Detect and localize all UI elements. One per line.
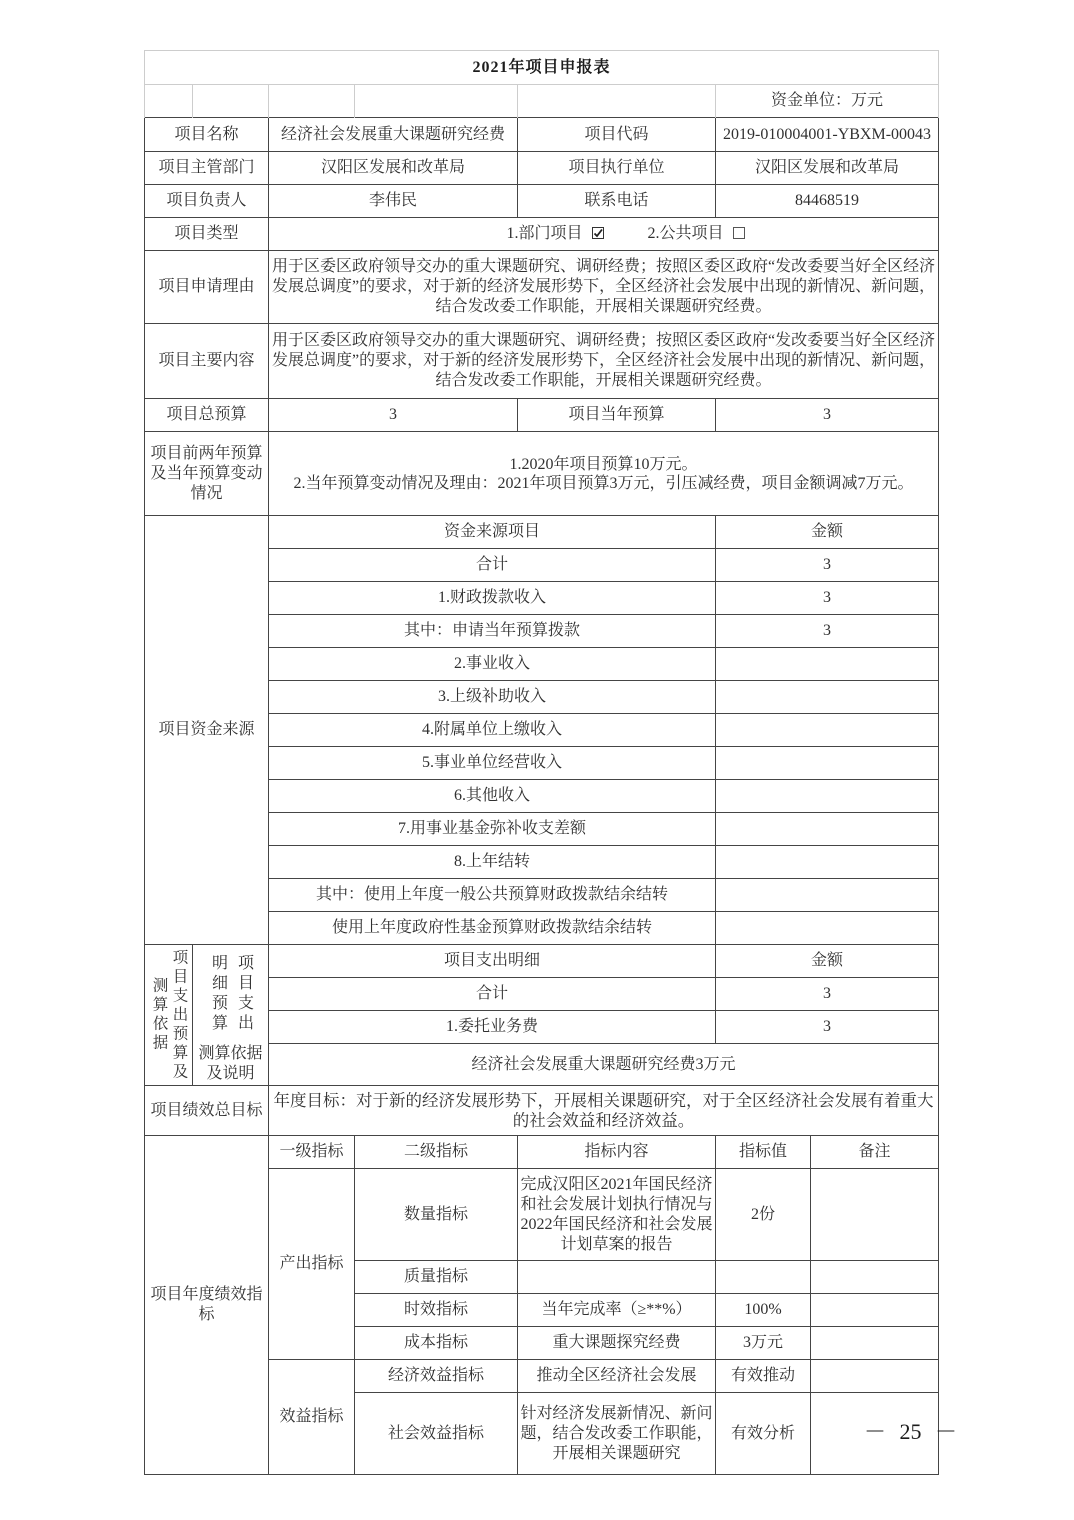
supervising-dept-value: 汉阳区发展和改革局	[269, 152, 518, 185]
budget-change-line: 1.2020年项目预算10万元。	[509, 455, 698, 473]
indicator-level2: 时效指标	[355, 1294, 518, 1327]
funding-amount	[716, 912, 939, 945]
funding-header-amount: 金额	[716, 516, 939, 549]
total-budget-value: 3	[269, 399, 518, 432]
budget-change-line: 2.当年预算变动情况及理由：2021年项目预算3万元，引压减经费，项目金额调减7万元。	[293, 474, 914, 492]
annual-budget-value: 3	[716, 399, 939, 432]
annual-budget-label: 项目当年预算	[518, 399, 716, 432]
indicator-level2: 数量指标	[355, 1169, 518, 1261]
indicators-header: 二级指标	[355, 1136, 518, 1169]
expenditure-header-item: 项目支出明细	[269, 945, 716, 978]
expenditure-amount: 3	[716, 1011, 939, 1044]
indicator-value: 2份	[716, 1169, 811, 1261]
checkbox-checked-icon	[592, 227, 604, 239]
funding-item: 7.用事业基金弥补收支差额	[269, 813, 716, 846]
supervising-dept-label: 项目主管部门	[145, 152, 269, 185]
funding-item: 3.上级补助收入	[269, 681, 716, 714]
indicators-header: 指标内容	[518, 1136, 716, 1169]
indicators-header-row	[145, 1136, 939, 1169]
phone-value: 84468519	[716, 185, 939, 218]
unit-row	[145, 85, 939, 118]
indicator-level2: 质量指标	[355, 1261, 518, 1294]
checkbox-unchecked-icon	[733, 227, 745, 239]
main-content-row	[145, 324, 939, 399]
application-reason-text: 用于区委区政府领导交办的重大课题研究、调研经费；按照区委区政府“发改委要当好全区经济发展总调度”的要求，对于新的经济发展形势下，全区经济社会发展中出现的新情况、新问题，结合发改委工作职能，开展相关课题研究经费。	[269, 251, 939, 324]
indicator-note	[811, 1294, 939, 1327]
empty-cell	[193, 85, 269, 118]
indicator-level2: 社会效益指标	[355, 1393, 518, 1475]
empty-cell	[145, 85, 193, 118]
person-in-charge-value: 李伟民	[269, 185, 518, 218]
title-row	[145, 51, 939, 85]
indicator-note	[811, 1169, 939, 1261]
option-label: 1.部门项目	[506, 225, 583, 242]
application-reason-row	[145, 251, 939, 324]
funding-item: 1.财政拨款收入	[269, 582, 716, 615]
expenditure-section-label-text: 项目支出预算及测算依据	[150, 948, 188, 1082]
funding-amount	[716, 747, 939, 780]
funding-amount	[716, 648, 939, 681]
funding-amount: 3	[716, 615, 939, 648]
executing-unit-label: 项目执行单位	[518, 152, 716, 185]
funding-amount: 3	[716, 582, 939, 615]
indicator-level1: 效益指标	[269, 1360, 355, 1475]
expenditure-basis-label: 测算依据及说明	[193, 1044, 269, 1086]
basic-info-row	[145, 185, 939, 218]
funding-item: 使用上年度政府性基金预算财政拨款结余结转	[269, 912, 716, 945]
funding-amount	[716, 714, 939, 747]
indicator-level2: 经济效益指标	[355, 1360, 518, 1393]
indicator-note	[811, 1360, 939, 1393]
expenditure-item: 1.委托业务费	[269, 1011, 716, 1044]
funding-item: 8.上年结转	[269, 846, 716, 879]
indicator-value: 3万元	[716, 1327, 811, 1360]
total-budget-label: 项目总预算	[145, 399, 269, 432]
expenditure-item: 合计	[269, 978, 716, 1011]
application-reason-label: 项目申请理由	[145, 251, 269, 324]
indicator-content: 针对经济发展新情况、新问题，结合发改委工作职能，开展相关课题研究	[518, 1393, 716, 1475]
indicators-header: 一级指标	[269, 1136, 355, 1169]
page-title: 2021年项目申报表	[145, 51, 939, 85]
funding-amount	[716, 879, 939, 912]
performance-goal-label: 项目绩效总目标	[145, 1086, 269, 1136]
indicator-value	[716, 1261, 811, 1294]
funding-item: 6.其他收入	[269, 780, 716, 813]
expenditure-header-amount: 金额	[716, 945, 939, 978]
indicators-header: 备注	[811, 1136, 939, 1169]
empty-cell	[355, 85, 518, 118]
project-type-label: 项目类型	[145, 218, 269, 251]
funding-amount	[716, 846, 939, 879]
funding-item: 4.附属单位上缴收入	[269, 714, 716, 747]
indicator-note	[811, 1261, 939, 1294]
funding-amount	[716, 681, 939, 714]
option-label: 2.公共项目	[647, 225, 724, 242]
executing-unit-value: 汉阳区发展和改革局	[716, 152, 939, 185]
budget-change-label: 项目前两年预算及当年预算变动情况	[145, 432, 269, 516]
indicator-note	[811, 1327, 939, 1360]
funding-amount	[716, 813, 939, 846]
project-type-row	[145, 218, 939, 251]
indicators-header: 指标值	[716, 1136, 811, 1169]
expenditure-basis-text: 经济社会发展重大课题研究经费3万元	[269, 1044, 939, 1086]
budget-row	[145, 399, 939, 432]
main-content-label: 项目主要内容	[145, 324, 269, 399]
project-name-value: 经济社会发展重大课题研究经费	[269, 118, 518, 152]
indicator-content: 完成汉阳区2021年国民经济和社会发展计划执行情况与2022年国民经济和社会发展计划草案的报告	[518, 1169, 716, 1261]
basic-info-row	[145, 152, 939, 185]
budget-change-row	[145, 432, 939, 516]
indicators-label: 项目年度绩效指标	[145, 1136, 269, 1475]
project-code-value: 2019-010004001-YBXM-00043	[716, 118, 939, 152]
funding-label: 项目资金来源	[145, 516, 269, 945]
expenditure-amount: 3	[716, 978, 939, 1011]
indicator-content: 重大课题探究经费	[518, 1327, 716, 1360]
expenditure-detail-label-text: 项目支出明细预算	[209, 954, 253, 1035]
indicator-value: 有效推动	[716, 1360, 811, 1393]
indicator-content: 推动全区经济社会发展	[518, 1360, 716, 1393]
funding-amount: 3	[716, 549, 939, 582]
project-type-option-public	[648, 224, 745, 244]
unit-label: 资金单位：万元	[716, 85, 939, 118]
indicator-level1: 产出指标	[269, 1169, 355, 1360]
project-name-label: 项目名称	[145, 118, 269, 152]
funding-header-item: 资金来源项目	[269, 516, 716, 549]
indicator-content: 当年完成率（≥**%）	[518, 1294, 716, 1327]
funding-item: 5.事业单位经营收入	[269, 747, 716, 780]
budget-change-text	[269, 432, 939, 516]
funding-header-row	[145, 516, 939, 549]
expenditure-section-label	[145, 945, 193, 1086]
funding-item: 其中：使用上年度一般公共预算财政拨款结余结转	[269, 879, 716, 912]
project-type-option-dept	[463, 224, 648, 244]
phone-label: 联系电话	[518, 185, 716, 218]
project-application-form	[144, 50, 939, 1475]
person-in-charge-label: 项目负责人	[145, 185, 269, 218]
indicator-value: 100%	[716, 1294, 811, 1327]
performance-goal-text: 年度目标：对于新的经济发展形势下，开展相关课题研究，对于全区经济社会发展有着重大的社会效益和经济效益。	[269, 1086, 939, 1136]
expenditure-detail-label	[193, 945, 269, 1044]
basic-info-row	[145, 118, 939, 152]
indicator-value: 有效分析	[716, 1393, 811, 1475]
project-code-label: 项目代码	[518, 118, 716, 152]
performance-goal-row	[145, 1086, 939, 1136]
funding-item: 2.事业收入	[269, 648, 716, 681]
expenditure-basis-row	[145, 1044, 939, 1086]
indicator-content	[518, 1261, 716, 1294]
funding-amount	[716, 780, 939, 813]
project-type-options	[269, 218, 939, 251]
main-content-text: 用于区委区政府领导交办的重大课题研究、调研经费；按照区委区政府“发改委要当好全区经济发展总调度”的要求，对于新的经济发展形势下，全区经济社会发展中出现的新情况、新问题，结合发改委工作职能，开展相关课题研究经费。	[269, 324, 939, 399]
page-number: － 25 －	[864, 1419, 958, 1444]
funding-item: 合计	[269, 549, 716, 582]
expenditure-header-row	[145, 945, 939, 978]
indicator-level2: 成本指标	[355, 1327, 518, 1360]
empty-cell	[518, 85, 716, 118]
funding-item: 其中：申请当年预算拨款	[269, 615, 716, 648]
empty-cell	[269, 85, 355, 118]
